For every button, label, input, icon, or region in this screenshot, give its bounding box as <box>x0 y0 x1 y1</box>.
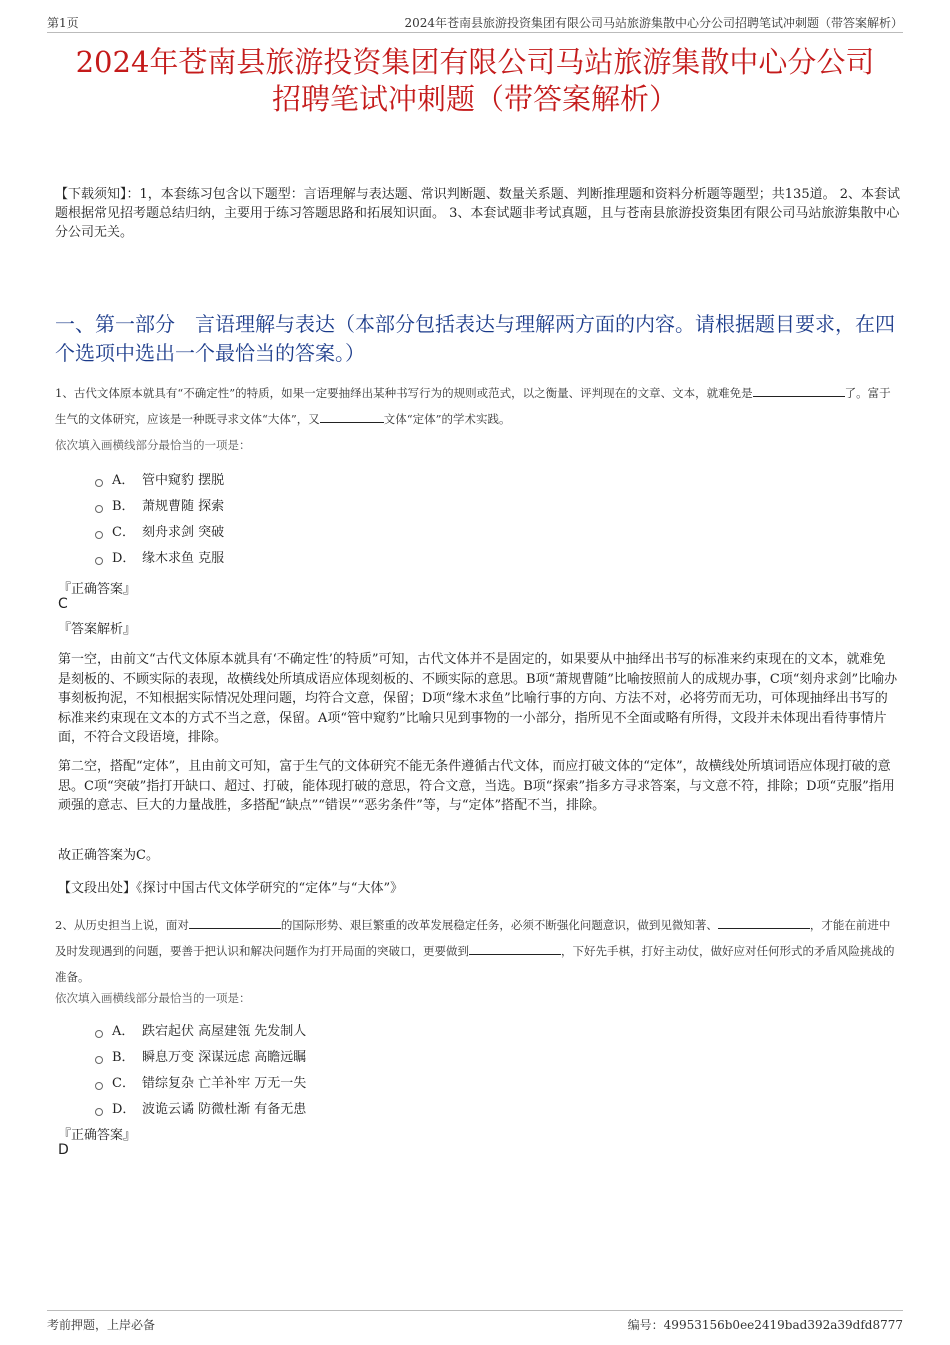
page-footer <box>47 1310 903 1333</box>
q1-analysis-label: 『答案解析』 <box>58 622 137 637</box>
q2-answer-label: 『正确答案』 <box>58 1128 137 1143</box>
q2-option-a[interactable] <box>95 1019 306 1045</box>
question-1-stem <box>55 380 900 432</box>
q1-analysis-paragraph-1: 第一空，由前文“古代文体原本就具有‘不确定性’的特质”可知，古代文体并不是固定的，如果要从中抽绎出书写的标准来约束现在的文本，就难免是刻板的、不顾实际的表现，故横线处所填成语应体现刻板的、不顾实际的意思。B项“萧规曹随”比喻按照前人的成规办事，C项“刻舟求剑”比喻办事刻板拘泥，不知根据实际情况处理问题，均符合文意，保留；D项“缘木求鱼”比喻行事的方向、方法不对，必将劳而无功，可体现抽绎出书写的标准来约束现在文本的方式不当之意，保留。A项“管中窥豹”比喻只见到事物的一小部分，指所见不全面或略有所得，文段并未体现出看待事情片面，不符合文段语境，排除。 <box>58 652 898 745</box>
title-line-2: 招聘笔试冲刺题（带答案解析） <box>271 82 678 116</box>
q2-option-b[interactable] <box>95 1045 306 1071</box>
option-letter: B． <box>112 1050 135 1065</box>
q1-blank-1 <box>753 383 845 397</box>
q2-text-4: ，下好先手棋，打好主动仗，做好应对任何形式的矛盾风险挑战的准备。 <box>55 944 895 984</box>
footer-slogan: 考前押题，上岸必备 <box>47 1318 156 1332</box>
q1-blank-2 <box>320 409 384 423</box>
q1-source: 【文段出处】《探讨中国古代文体学研究的“定体”与“大体”》 <box>58 881 404 896</box>
option-text: 萧规曹随 探索 <box>142 499 225 514</box>
question-2-stem <box>55 912 900 990</box>
q2-text-3: ，才能在前进中及时发现遇到的问题，要善于把认识和解决问题作为打开局面的突破口，更要做到 <box>55 918 891 958</box>
q1-option-a[interactable] <box>95 468 224 494</box>
radio-icon[interactable] <box>95 1108 103 1116</box>
option-letter: D． <box>112 1102 136 1117</box>
download-notice: 【下载须知】：1，本套练习包含以下题型：言语理解与表达题、常识判断题、数量关系题、判断推理题和资料分析题等题型；共135道。 2、本套试题根据常见招考题总结归纳，主要用于练习答题思路和拓展知识面。 3、本套试题非考试真题，且与苍南县旅游投资集团有限公司马站旅游集散中心分公司无关。 <box>55 187 900 240</box>
title-line-1: 2024年苍南县旅游投资集团有限公司马站旅游集散中心分公司 <box>75 45 875 79</box>
q1-option-d[interactable] <box>95 546 224 572</box>
footer-serial-number: 编号：49953156b0ee2419bad392a39dfd8777 <box>627 1318 903 1332</box>
option-letter: C． <box>112 1076 135 1091</box>
q1-options <box>95 468 224 572</box>
option-letter: C． <box>112 525 135 540</box>
radio-icon[interactable] <box>95 505 103 513</box>
q2-option-d[interactable] <box>95 1097 306 1123</box>
q2-option-c[interactable] <box>95 1071 306 1097</box>
radio-icon[interactable] <box>95 531 103 539</box>
q2-text-2: 的国际形势、艰巨繁重的改革发展稳定任务，必须不断强化问题意识，做到见微知著、 <box>280 918 718 932</box>
q1-option-b[interactable] <box>95 494 224 520</box>
header-doc-title: 2024年苍南县旅游投资集团有限公司马站旅游集散中心分公司招聘笔试冲刺题（带答案解析） <box>404 16 903 30</box>
q2-options <box>95 1019 306 1123</box>
option-text: 波诡云谲 防微杜渐 有备无患 <box>142 1102 307 1117</box>
q1-answer-label: 『正确答案』 <box>58 582 137 597</box>
radio-icon[interactable] <box>95 1056 103 1064</box>
document-title <box>40 44 910 118</box>
q2-text-1: 2、从历史担当上说，面对 <box>55 918 189 932</box>
q2-blank-3 <box>469 941 561 955</box>
option-letter: A． <box>112 1024 135 1039</box>
option-letter: B． <box>112 499 135 514</box>
option-text: 错综复杂 亡羊补牢 万无一失 <box>142 1076 307 1091</box>
q2-blank-1 <box>189 915 281 929</box>
option-text: 瞬息万变 深谋远虑 高瞻远瞩 <box>142 1050 307 1065</box>
option-letter: A． <box>112 473 135 488</box>
radio-icon[interactable] <box>95 1030 103 1038</box>
q1-instruction: 依次填入画横线部分最恰当的一项是： <box>55 438 251 452</box>
q2-instruction: 依次填入画横线部分最恰当的一项是： <box>55 991 251 1005</box>
radio-icon[interactable] <box>95 557 103 565</box>
q2-blank-2 <box>718 915 810 929</box>
option-text: 管中窥豹 摆脱 <box>142 473 225 488</box>
radio-icon[interactable] <box>95 479 103 487</box>
option-text: 刻舟求剑 突破 <box>142 525 225 540</box>
q1-option-c[interactable] <box>95 520 224 546</box>
q1-text-3: 文体“定体”的学术实践。 <box>383 412 511 426</box>
option-letter: D． <box>112 551 136 566</box>
option-text: 缘木求鱼 克服 <box>142 551 225 566</box>
section-title: 一、第一部分 言语理解与表达（本部分包括表达与理解两方面的内容。请根据题目要求，在四个选项中选出一个最恰当的答案。） <box>55 312 895 365</box>
q1-answer: C <box>58 596 68 612</box>
q1-analysis-paragraph-2: 第二空，搭配“定体”，且由前文可知，富于生气的文体研究不能无条件遵循古代文体，而应打破文体的“定体”，故横线处所填词语应体现打破的意思。C项“突破”指打开缺口、超过、打破，能体现打破的意思，符合文意，当选。B项“探索”指多方寻求答案，与文意不符，排除；D项“克服”指用顽强的意志、巨大的力量战胜，多搭配“缺点”“错误”“恶劣条件”等，与“定体”搭配不当，排除。 <box>58 759 895 813</box>
radio-icon[interactable] <box>95 1082 103 1090</box>
page-number: 第1页 <box>47 16 79 30</box>
option-text: 跌宕起伏 高屋建瓴 先发制人 <box>142 1024 307 1039</box>
page-header <box>47 10 903 33</box>
q1-text-1: 1、古代文体原本就具有“不确定性”的特质，如果一定要抽绎出某种书写行为的规则或范式，以之衡量、评判现在的文章、文本，就难免是 <box>55 386 753 400</box>
q2-answer: D <box>58 1142 69 1158</box>
q1-conclusion: 故正确答案为C。 <box>58 848 159 863</box>
q1-text-2: 了。富于生气的文体研究，应该是一种既寻求文体“大体”，又 <box>55 386 891 426</box>
